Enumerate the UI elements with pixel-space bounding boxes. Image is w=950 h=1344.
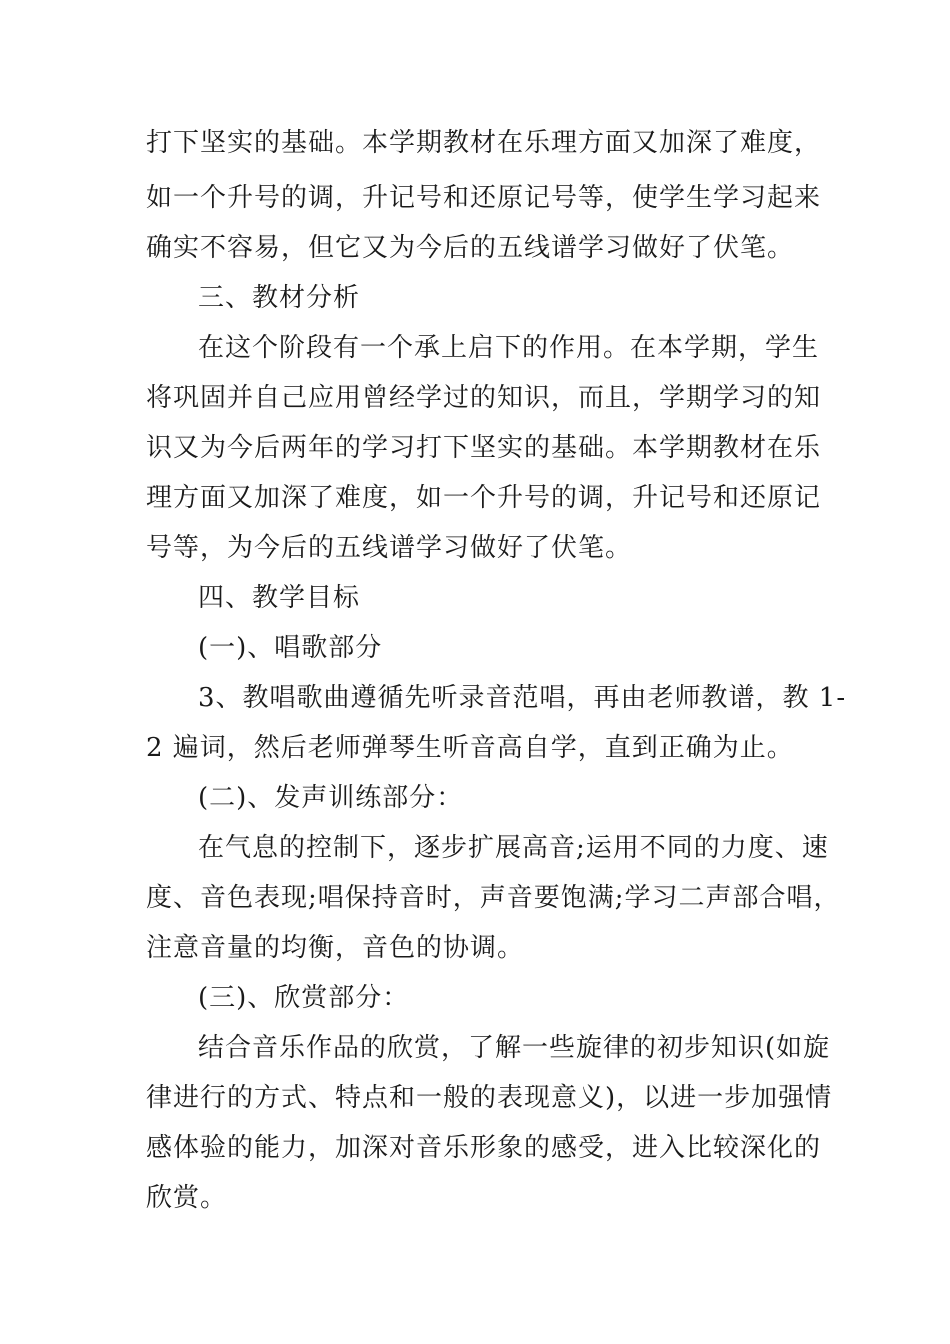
body-line: 打下坚实的基础。本学期教材在乐理方面又加深了难度， xyxy=(146,128,822,158)
body-line: 感体验的能力，加深对音乐形象的感受，进入比较深化的 xyxy=(146,1133,822,1163)
section-heading: 三、教材分析 xyxy=(198,283,361,313)
section-heading: 四、教学目标 xyxy=(198,583,361,613)
body-line: 在这个阶段有一个承上启下的作用。在本学期，学生 xyxy=(198,333,820,363)
body-line: 如一个升号的调，升记号和还原记号等，使学生学习起来 xyxy=(146,183,822,213)
body-line: 将巩固并自己应用曾经学过的知识，而且，学期学习的知 xyxy=(146,383,822,413)
body-line: 在气息的控制下，逐步扩展高音;运用不同的力度、速 xyxy=(198,833,829,863)
subsection-heading: (一)、唱歌部分 xyxy=(198,633,383,663)
body-line: 确实不容易，但它又为今后的五线谱学习做好了伏笔。 xyxy=(146,233,795,263)
body-line: 注意音量的均衡，音色的协调。 xyxy=(146,933,525,963)
subsection-heading: (二)、发声训练部分： xyxy=(198,783,464,813)
subsection-heading: (三)、欣赏部分： xyxy=(198,983,410,1013)
body-line: 3、教唱歌曲遵循先听录音范唱，再由老师教谱，教 1- xyxy=(198,683,847,713)
body-line: 欣赏。 xyxy=(146,1183,228,1213)
body-line: 度、音色表现;唱保持音时，声音要饱满;学习二声部合唱， xyxy=(146,883,841,913)
body-line: 2 遍词，然后老师弹琴生听音高自学，直到正确为止。 xyxy=(146,733,794,763)
body-line: 号等，为今后的五线谱学习做好了伏笔。 xyxy=(146,533,633,563)
body-line: 识又为今后两年的学习打下坚实的基础。本学期教材在乐 xyxy=(146,433,822,463)
body-line: 律进行的方式、特点和一般的表现意义)，以进一步加强情 xyxy=(146,1083,833,1113)
body-line: 结合音乐作品的欣赏，了解一些旋律的初步知识(如旋 xyxy=(198,1033,831,1063)
body-line: 理方面又加深了难度，如一个升号的调，升记号和还原记 xyxy=(146,483,822,513)
